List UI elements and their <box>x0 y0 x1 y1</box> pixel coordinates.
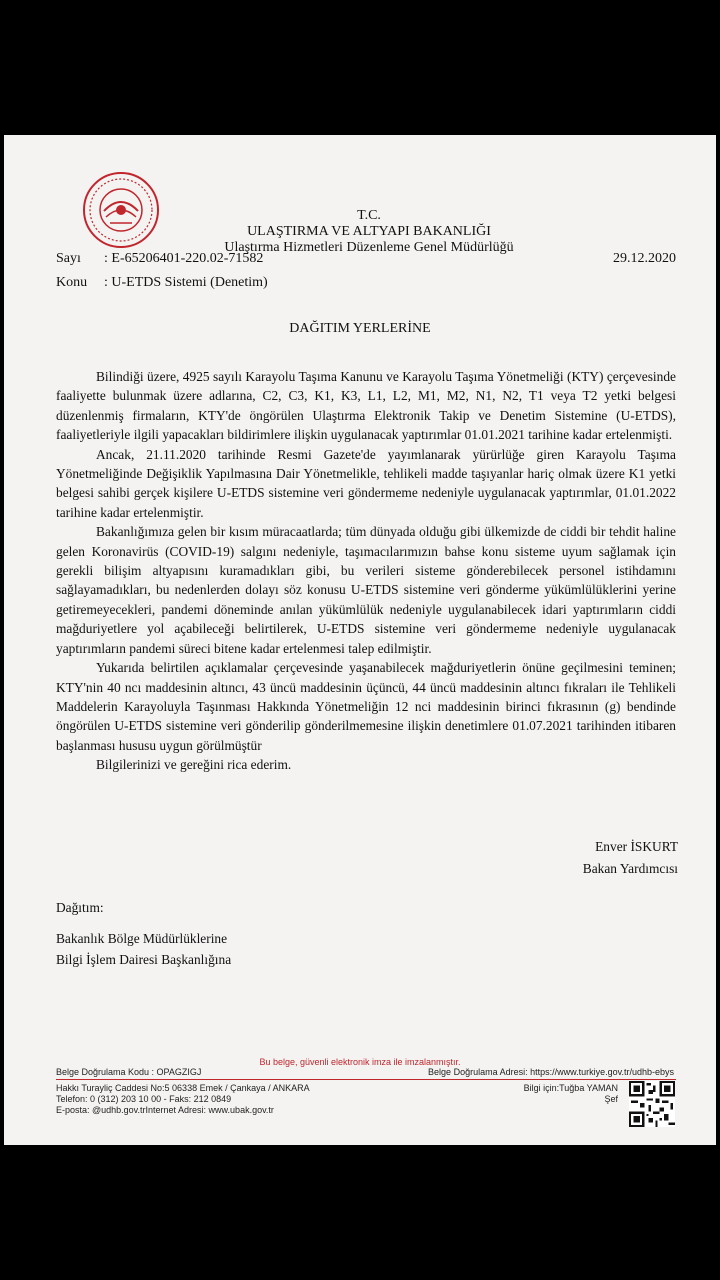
distribution-item: Bakanlık Bölge Müdürlüklerine <box>56 931 228 946</box>
qr-code-icon <box>629 1081 675 1127</box>
signature-block <box>583 836 678 880</box>
document-page <box>4 135 716 1145</box>
footer-info: Bilgi için:Tuğba YAMAN <box>523 1083 618 1093</box>
ministry-seal-logo <box>82 171 160 249</box>
footer-divider <box>56 1079 676 1080</box>
paragraph-2: Ancak, 21.11.2020 tarihinde Resmi Gazete'de yayımlanarak yürürlüğe giren Karayolu Taşıma Yönetmeliğinde Değişiklik Yapılmasına Dair Yönetmelikle, tehlikeli madde taşıyanlar hariç olmak üzere K1 yetki belgesi sahibi gerçek kişilere U-ETDS sistemine veri göndermeme nedeniyle uygulanacak yaptırımlar, 01.01.2022 tarihine kadar ertelenmiştir. <box>56 446 676 520</box>
footer-email: E-posta: @udhb.gov.trInternet Adresi: www.ubak.gov.tr <box>56 1105 274 1115</box>
konu-value: : U-ETDS Sistemi (Denetim) <box>104 275 268 290</box>
letter-body <box>56 367 676 775</box>
signer-title: Bakan Yardımcısı <box>582 861 678 876</box>
letterhead <box>204 208 534 256</box>
signer-name: Enver İSKURT <box>595 839 678 854</box>
sayi-label: Sayı <box>56 251 81 266</box>
footer-phone: Telefon: 0 (312) 203 10 00 - Faks: 212 0849 <box>56 1094 232 1104</box>
document-date: 29.12.2020 <box>613 251 676 266</box>
distribution-item: Bilgi İşlem Dairesi Başkanlığına <box>56 952 232 967</box>
paragraph-1: Bilindiği üzere, 4925 sayılı Karayolu Taşıma Kanunu ve Karayolu Taşıma Yönetmeliği (KTY) çerçevesinde faaliyette bulunmak üzere adlarına, C2, C3, K1, K3, L1, L2, M1, M2, N1, N2, T1 veya T2 yetki belgesi düzenlenmiş firmaların, KTY'de öngörülen Ulaştırma Elektronik Takip ve Denetim Sistemine (U-ETDS), faaliyetleriyle ilgili yapacakları bildirimlere ilişkin uygulanacak yaptırımlar 01.01.2021 tarihine kadar ertelenmişti. <box>56 369 676 443</box>
distribution-block <box>56 897 231 970</box>
footer-address: Hakkı Turayliç Caddesi No:5 06338 Emek / Çankaya / ANKARA <box>56 1083 310 1093</box>
paragraph-4: Yukarıda belirtilen açıklamalar çerçevesinde yaşanabilecek mağduriyetlerin önüne geçilmesini teminen; KTY'nin 40 ncı maddesinin altıncı, 43 üncü maddesinin üçüncü, 44 üncü maddesinin altıncı fıkraları ile Tehlikeli Maddelerin Karayoluyla Taşınması Hakkında Yönetmeliğin 12 nci maddesinin birinci fıkrasının (g) bendinde öngörülen U-ETDS sistemine veri gönderilip gönderilmemesine ilişkin denetimlere 01.07.2021 tarihinden itibaren başlanması hususu uygun görülmüştür <box>56 660 676 753</box>
sayi-value: : E-65206401-220.02-71582 <box>104 251 264 266</box>
verify-address: Belge Doğrulama Adresi: https://www.turkiye.gov.tr/udhb-ebys <box>428 1067 674 1077</box>
paragraph-5: Bilgilerinizi ve gereğini rica ederim. <box>96 757 292 773</box>
esign-note: Bu belge, güvenli elektronik imza ile imzalanmıştır. <box>259 1057 461 1067</box>
letterhead-ministry: ULAŞTIRMA VE ALTYAPI BAKANLIĞI <box>247 224 491 239</box>
footer-info-title: Şef <box>604 1094 618 1104</box>
konu-label: Konu <box>56 275 88 290</box>
document-title: DAĞITIM YERLERİNE <box>289 321 431 336</box>
letterhead-directorate: Ulaştırma Hizmetleri Düzenleme Genel Müdürlüğü <box>224 240 514 255</box>
verify-code: Belge Doğrulama Kodu : OPAGZIGJ <box>56 1067 202 1077</box>
letterhead-tc: T.C. <box>357 208 381 223</box>
distribution-label: Dağıtım: <box>56 900 104 915</box>
paragraph-3: Bakanlığımıza gelen bir kısım müracaatlarda; tüm dünyada olduğu gibi ülkemizde de ciddi bir tehdit haline gelen Koronavirüs (COVID-19) salgını nedeniyle, taşımacılarımızın bahse konu sisteme uyum sağlamak için gerekli bilişim altyapısını kuramadıkları gibi, bu verileri sisteme gönderebilecek personel istihdamını sağlayamadıkları, bu nedenlerden dolayı söz konusu U-ETDS sistemine veri gönderme yükümlülüklerini yerine getiremeyecekleri, pandemi döneminde anılan yükümlülük nedeniyle uygulanabilecek idari yaptırımların ciddi mağduriyetlere yol açabileceği belirtilerek, U-ETDS sistemine veri göndermeme nedeniyle uygulanacak yaptırımların pandemi süreci bitene kadar ertelenmesi talep edilmiştir. <box>56 524 676 656</box>
